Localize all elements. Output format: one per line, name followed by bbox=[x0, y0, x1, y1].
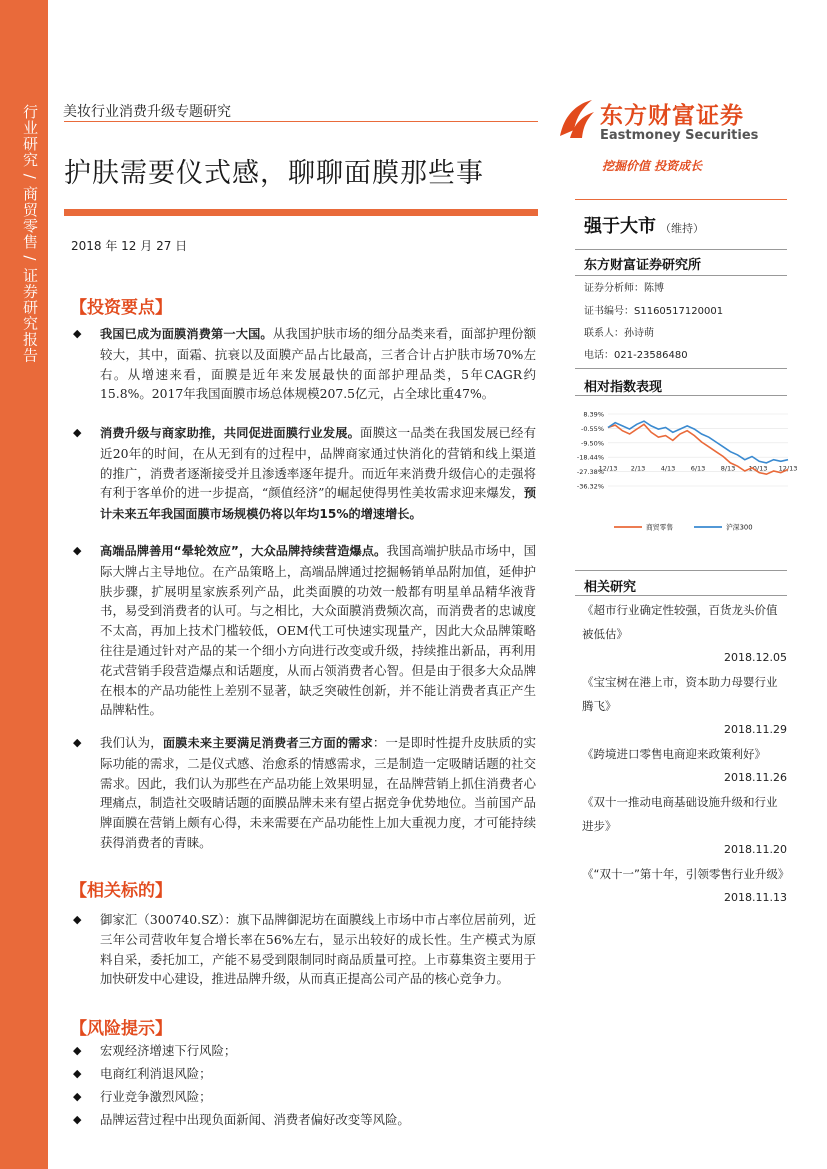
invest-point-text: 从我国护肤市场的细分品类来看，面部护理份额较大，其中，面霜、抗衰以及面膜产品占比最高，三者合计占护肤市场70%左右。从增速来看，面膜是近年来发展最快的面部护理品类，5年CAGR约15.8%。2017年我国面膜市场总体规模207.5亿元，占全球比重47%。 bbox=[100, 326, 537, 402]
related-report-date: 2018.11.26 bbox=[724, 771, 787, 784]
related-report-date: 2018.11.13 bbox=[724, 891, 787, 904]
bullet-diamond-icon: ◆ bbox=[73, 327, 82, 340]
y-tick-label: -9.50% bbox=[581, 439, 604, 448]
header-rule bbox=[64, 121, 538, 122]
section-invest: 【投资要点】 bbox=[70, 298, 172, 318]
rating-rule bbox=[575, 249, 787, 250]
institute-rule bbox=[575, 275, 787, 276]
report-date: 2018 年 12 月 27 日 bbox=[71, 239, 188, 253]
title-rule bbox=[64, 209, 538, 216]
x-tick-label: 12/13 bbox=[778, 464, 798, 473]
related-report-date: 2018.11.29 bbox=[724, 723, 787, 736]
invest-point-paragraph bbox=[100, 733, 536, 853]
bullet-diamond-icon: ◆ bbox=[73, 913, 82, 926]
bullet-diamond-icon: ◆ bbox=[73, 1044, 82, 1057]
risk-item bbox=[100, 1110, 536, 1130]
related-title: 相关研究 bbox=[584, 580, 637, 595]
bullet-diamond-icon: ◆ bbox=[73, 1090, 82, 1103]
legend-label: 商贸零售 bbox=[646, 523, 674, 532]
x-tick-label: 8/13 bbox=[720, 464, 736, 473]
related-report-title: 《双十一推动电商基础设施升级和行业进步》 bbox=[582, 795, 778, 833]
phone: 电话：021-23586480 bbox=[584, 350, 688, 361]
risk-item bbox=[100, 1041, 536, 1061]
invest-point-heading: 我国已成为面膜消费第一大国。 bbox=[100, 327, 273, 341]
risk-text: 行业竞争激烈风险； bbox=[100, 1089, 212, 1104]
related-list bbox=[582, 598, 790, 910]
bullet-diamond-icon: ◆ bbox=[73, 544, 82, 557]
page-title: 护肤需要仪式感，聊聊面膜那些事 bbox=[64, 158, 484, 189]
related-report[interactable] bbox=[582, 670, 787, 742]
y-tick-label: -36.32% bbox=[576, 482, 604, 491]
target-paragraph bbox=[100, 910, 536, 989]
chart-title: 相对指数表现 bbox=[584, 380, 663, 395]
relative-index-chart bbox=[574, 406, 798, 546]
invest-point-lead: 我们认为， bbox=[100, 735, 163, 750]
invest-point-heading: 高端品牌善用“晕轮效应”，大众品牌持续营造爆点。 bbox=[100, 544, 387, 558]
brand-slogan: 挖掘价值 投资成长 bbox=[602, 159, 703, 173]
invest-point-heading: 面膜未来主要满足消费者三方面的需求 bbox=[162, 736, 373, 750]
related-top-rule bbox=[575, 570, 787, 571]
invest-point-text: 我国高端护肤品市场中，国际大牌占主导地位。在产品策略上，高端品牌通过挖掘畅销单品附加值，延伸护肤步骤，扩展明星家族系列产品，此类面膜的功效一般都有明星单品精华液背书，易受到消费者的认可。与之相比，大众面膜消费频次高，而消费者的忠诚度不太高，再加上技术门槛较低，OEM代工可快速实现量产，因此大众品牌策略往往是通过针对产品的某一个细小方向进行改变或升级，持续推出新品，再利用花式营销手段营造爆点和话题度，从而占领消费者心智。但是由于很多大众品牌在根本的产品功能性上差别不显著，缺乏突破性创新，并不能让消费者真正产生品牌粘性。 bbox=[100, 543, 536, 718]
related-report[interactable] bbox=[582, 598, 787, 670]
institute-name: 东方财富证券研究所 bbox=[584, 258, 702, 273]
y-tick-label: -0.55% bbox=[581, 424, 604, 433]
rating-note: （维持） bbox=[660, 222, 704, 235]
invest-point-heading: 消费升级与商家助推，共同促进面膜行业发展。 bbox=[100, 426, 361, 440]
related-report-title: 《超市行业确定性较强，百货龙头价值被低估》 bbox=[582, 603, 778, 641]
contact: 联系人：孙诗萌 bbox=[584, 328, 654, 339]
related-report-title: 《宝宝树在港上市，资本助力母婴行业腾飞》 bbox=[582, 675, 778, 713]
related-report-date: 2018.12.05 bbox=[724, 651, 787, 664]
certificate: 证书编号：S1160517120001 bbox=[584, 306, 724, 317]
related-report[interactable] bbox=[582, 862, 790, 910]
risk-item bbox=[100, 1064, 536, 1084]
related-report-title: 《“双十一”第十年，引领零售行业升级》 bbox=[582, 867, 790, 881]
section-targets: 【相关标的】 bbox=[70, 881, 172, 901]
phone-rule bbox=[575, 368, 787, 369]
bullet-diamond-icon: ◆ bbox=[73, 1113, 82, 1126]
risk-text: 宏观经济增速下行风险； bbox=[100, 1043, 237, 1058]
invest-point-paragraph bbox=[100, 423, 536, 525]
series-line bbox=[608, 421, 788, 463]
bullet-diamond-icon: ◆ bbox=[73, 426, 82, 439]
bullet-diamond-icon: ◆ bbox=[73, 1067, 82, 1080]
y-tick-label: -27.38% bbox=[576, 468, 604, 477]
related-report[interactable] bbox=[582, 742, 787, 790]
analyst: 证券分析师：陈博 bbox=[584, 283, 664, 294]
risk-text: 电商红利消退风险； bbox=[100, 1066, 212, 1081]
x-tick-label: 6/13 bbox=[690, 464, 706, 473]
section-risks: 【风险提示】 bbox=[70, 1019, 172, 1039]
eastmoney-logo-icon bbox=[556, 96, 596, 142]
related-report-date: 2018.11.20 bbox=[724, 843, 787, 856]
risk-item bbox=[100, 1087, 536, 1107]
chart-rule bbox=[575, 395, 787, 396]
target-text: 御家汇（300740.SZ）：旗下品牌御泥坊在面膜线上市场中市占率位居前列，近三年公司营收年复合增长率在56%左右，显示出较好的成长性。生产模式为原料自采，委托加工，产能不易受到限制同时商品质量可控。上市募集资主要用于加快研发中心建设，推进品牌升级，从而真正提高公司产品的核心竞争力。 bbox=[100, 912, 536, 987]
x-tick-label: 12/13 bbox=[598, 464, 618, 473]
invest-point-paragraph bbox=[100, 324, 536, 404]
related-report[interactable] bbox=[582, 790, 787, 862]
x-tick-label: 10/13 bbox=[748, 464, 768, 473]
bullet-diamond-icon: ◆ bbox=[73, 736, 82, 749]
y-tick-label: -18.44% bbox=[576, 453, 604, 462]
report-subtitle: 美妆行业消费升级专题研究 bbox=[63, 104, 231, 120]
y-tick-label: 8.39% bbox=[583, 410, 604, 419]
invest-point-text: ：一是即时性提升皮肤质的实际功能的需求，二是仪式感、治愈系的情感需求，三是制造一定吸睛话题的社交需求。因此，我们认为那些在产品功能上效果明显，在品牌营销上抓住消费者心理痛点，制造社交吸睛话题的面膜品牌未来有望占据竞争优势地位。当前国产品牌面膜在营销上颇有心得，未来需要在产品功能性上加大重视力度，才可能持续获得消费者的青睐。 bbox=[100, 735, 537, 850]
rating bbox=[584, 212, 704, 238]
invest-point-text: 面膜这一品类在我国发展已经有近20年的时间，在从无到有的过程中，品牌商家通过快消化的营销和线上渠道的推广，消费者逐渐接受并且渗透率逐年提升。而近年来消费升级信心的走强将有利于客单价的进一步提高，“颜值经济”的崛起使得男性美妆需求迎来爆发， bbox=[100, 425, 537, 501]
related-rule bbox=[575, 595, 787, 596]
sidebar-category: 行业研究 / 商贸零售 / 证券研究报告 bbox=[21, 104, 39, 364]
brand-name-cn: 东方财富证券 bbox=[600, 103, 744, 129]
risk-text: 品牌运营过程中出现负面新闻、消费者偏好改变等风险。 bbox=[100, 1112, 410, 1127]
x-tick-label: 2/13 bbox=[630, 464, 646, 473]
related-report-title: 《跨境进口零售电商迎来政策利好》 bbox=[582, 747, 766, 761]
legend-label: 沪深300 bbox=[726, 523, 753, 532]
invest-point-conclusion: 预计未来五年我国面膜市场规模仍将以年均15%的增速增长。 bbox=[100, 486, 536, 522]
invest-point-paragraph bbox=[100, 541, 536, 720]
brand-rule bbox=[575, 199, 787, 200]
rating-label: 强于大市 bbox=[584, 216, 656, 237]
brand-name-en: Eastmoney Securities bbox=[600, 128, 759, 143]
x-tick-label: 4/13 bbox=[660, 464, 676, 473]
